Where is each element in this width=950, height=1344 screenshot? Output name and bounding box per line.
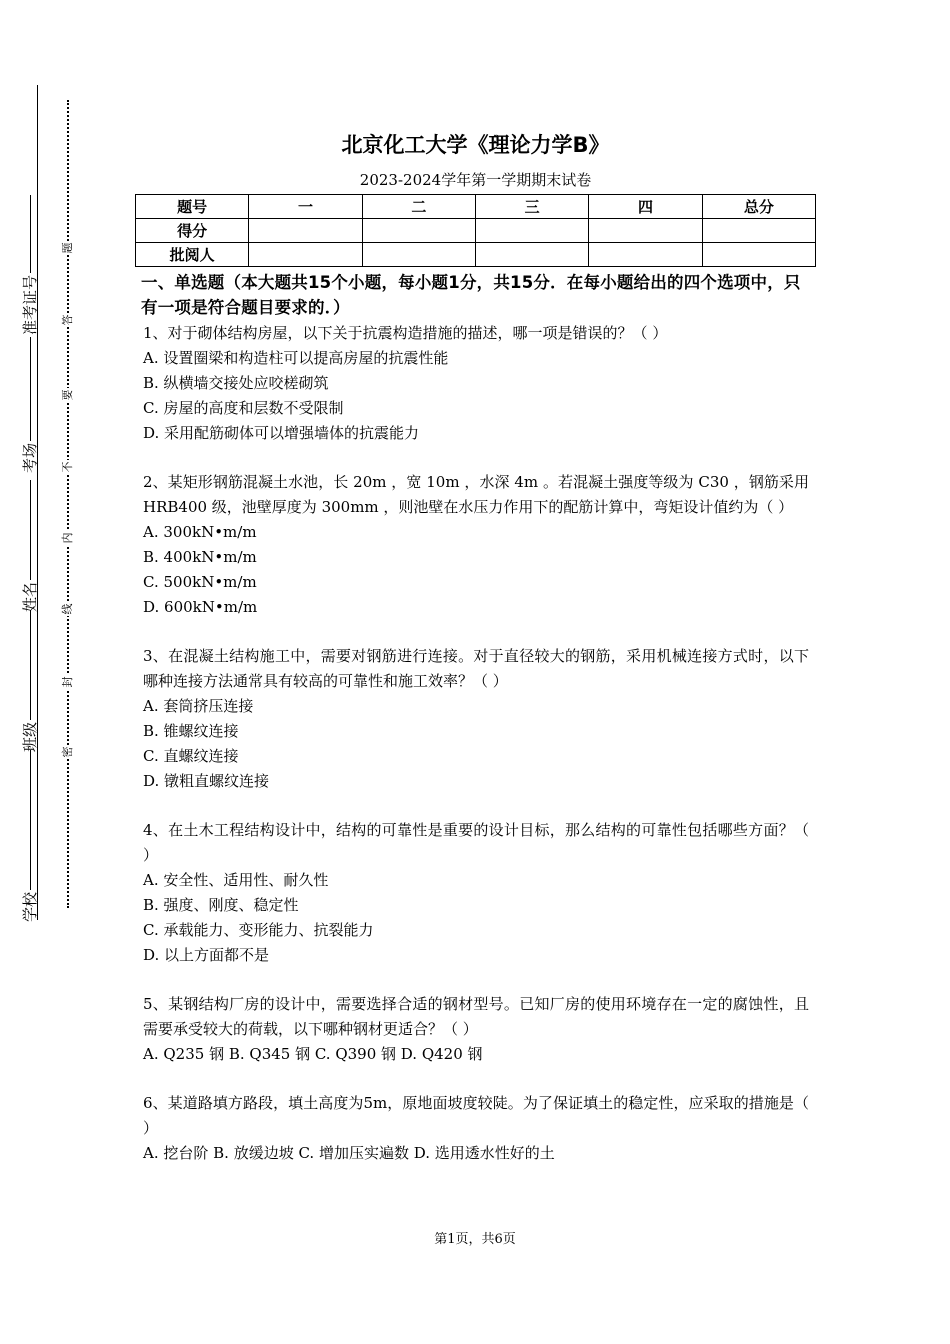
seal-char: 封 <box>61 676 74 688</box>
question-6 <box>143 1091 809 1166</box>
question-option: B. 锥螺纹连接 <box>143 722 239 740</box>
score-table-header-row <box>136 195 816 219</box>
score-cell <box>362 219 475 243</box>
question-option: A. 套筒挤压连接 <box>143 697 254 715</box>
question-stem: 3、在混凝土结构施工中，需要对钢筋进行连接。对于直径较大的钢筋，采用机械连接方式时，以下哪种连接方法通常具有较高的可靠性和施工效率？（ ） <box>143 647 809 690</box>
grader-cell <box>249 243 362 267</box>
score-table <box>135 194 816 267</box>
seal-char: 要 <box>61 389 74 401</box>
score-table-header: 总分 <box>702 195 815 219</box>
question-stem: 4、在土木工程结构设计中，结构的可靠性是重要的设计目标，那么结构的可靠性包括哪些方面？（ ） <box>143 821 809 864</box>
question-option: C. 直螺纹连接 <box>143 747 239 765</box>
seal-char: 内 <box>61 532 74 544</box>
question-option: C. 500kN•m/m <box>143 573 257 591</box>
score-cell <box>249 219 362 243</box>
score-table-row-score <box>136 219 816 243</box>
question-option: B. 纵横墙交接处应咬槎砌筑 <box>143 374 329 392</box>
binding-field-exam-room: 考场 <box>22 337 38 473</box>
question-stem: 2、某矩形钢筋混凝土水池，长 20m ，宽 10m ，水深 4m 。若混凝土强度等级为 C30 ，钢筋采用 HRB400 级，池壁厚度为 300mm ，则池壁在水压力作用下的配筋计算中，弯矩设计值约为（ ） <box>143 473 809 516</box>
section-heading: 一、单选题（本大题共15个小题，每小题1分，共15分．在每小题给出的四个选项中，只有一项是符合题目要求的．） <box>141 273 801 317</box>
question-option: D. 600kN•m/m <box>143 598 258 616</box>
question-5 <box>143 992 809 1067</box>
score-cell <box>475 219 588 243</box>
grader-cell <box>702 243 815 267</box>
score-table-header: 三 <box>475 195 588 219</box>
question-4 <box>143 818 809 968</box>
question-option: D. 以上方面都不是 <box>143 946 270 964</box>
question-stem: 6、某道路填方路段，填土高度为5m，原地面坡度较陡。为了保证填土的稳定性，应采取的措施是（ ） <box>143 1094 809 1137</box>
exam-title: 北京化工大学《理论力学B》 <box>341 133 610 157</box>
question-option: B. 强度、刚度、稳定性 <box>143 896 299 914</box>
question-stem: 1、对于砌体结构房屋，以下关于抗震构造措施的描述，哪一项是错误的？（ ） <box>143 324 668 342</box>
binding-dotted-rule <box>67 100 69 908</box>
seal-char: 线 <box>61 603 74 615</box>
question-option: A. Q235 钢 B. Q345 钢 C. Q390 钢 D. Q420 钢 <box>143 1045 483 1063</box>
binding-field-name: 姓名 <box>22 480 38 612</box>
score-cell <box>702 219 815 243</box>
grader-cell <box>362 243 475 267</box>
page-footer: 第1页，共6页 <box>434 1232 516 1247</box>
question-1 <box>143 321 809 446</box>
question-option: C. 房屋的高度和层数不受限制 <box>143 399 344 417</box>
question-option: A. 安全性、适用性、耐久性 <box>143 871 329 889</box>
question-3 <box>143 644 809 794</box>
binding-field-exam-id: 准考证号 <box>22 195 38 335</box>
question-stem: 5、某钢结构厂房的设计中，需要选择合适的钢材型号。已知厂房的使用环境存在一定的腐蚀性，且需要承受较大的荷载，以下哪种钢材更适合？（ ） <box>143 995 809 1038</box>
exam-content <box>143 270 809 1166</box>
binding-field-school: 学校 <box>22 750 38 922</box>
question-option: A. 挖台阶 B. 放缓边坡 C. 增加压实遍数 D. 选用透水性好的土 <box>143 1144 555 1162</box>
score-table-header: 一 <box>249 195 362 219</box>
seal-char: 题 <box>61 242 74 254</box>
question-option: A. 设置圈梁和构造柱可以提高房屋的抗震性能 <box>143 349 449 367</box>
question-option: A. 300kN•m/m <box>143 523 257 541</box>
binding-field-class: 班级 <box>22 610 38 752</box>
score-table-header: 二 <box>362 195 475 219</box>
seal-char: 密 <box>61 746 74 758</box>
seal-char: 不 <box>61 461 74 473</box>
exam-subtitle: 2023-2024学年第一学期期末试卷 <box>359 171 592 189</box>
score-table-row-label: 得分 <box>136 219 249 243</box>
score-table-row-label: 批阅人 <box>136 243 249 267</box>
grader-cell <box>589 243 702 267</box>
question-option: D. 镦粗直螺纹连接 <box>143 772 270 790</box>
seal-char: 答 <box>61 314 74 326</box>
question-2 <box>143 470 809 620</box>
score-table-row-grader <box>136 243 816 267</box>
score-table-header: 题号 <box>136 195 249 219</box>
score-cell <box>589 219 702 243</box>
score-table-header: 四 <box>589 195 702 219</box>
question-option: C. 承载能力、变形能力、抗裂能力 <box>143 921 374 939</box>
question-option: D. 采用配筋砌体可以增强墙体的抗震能力 <box>143 424 420 442</box>
question-option: B. 400kN•m/m <box>143 548 257 566</box>
grader-cell <box>475 243 588 267</box>
